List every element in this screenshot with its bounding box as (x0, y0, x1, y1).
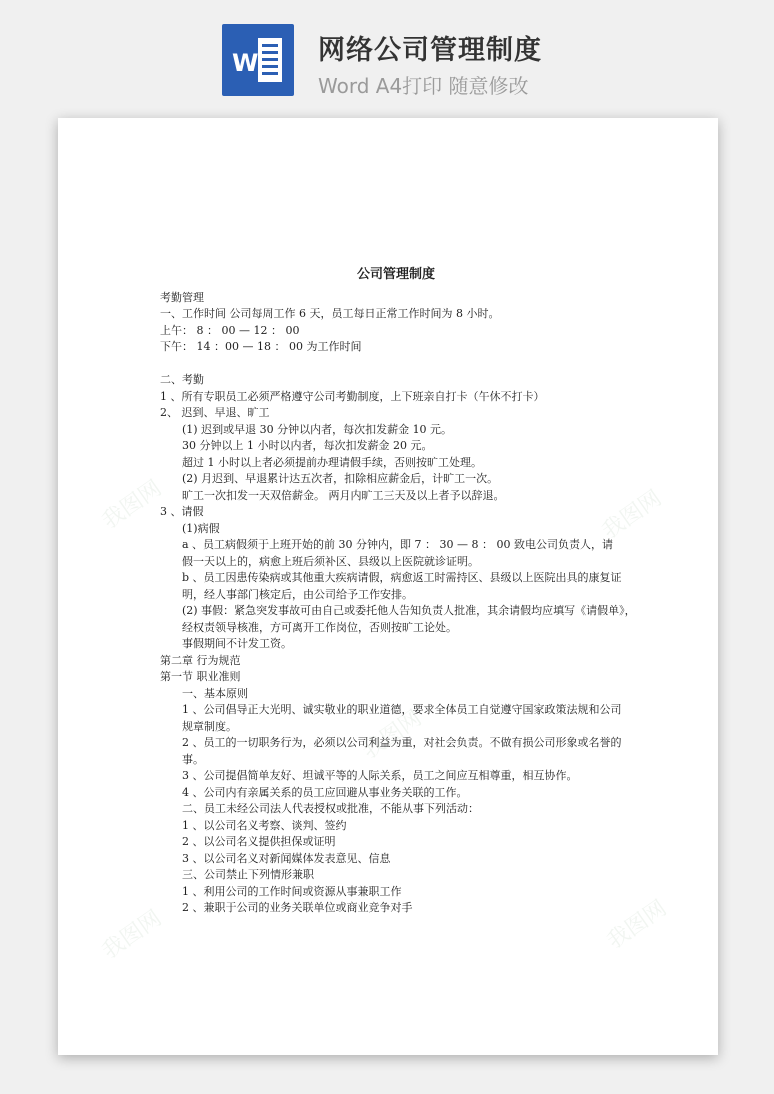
document-line: 3 、以公司名义对新闻媒体发表意见、信息 (182, 851, 391, 865)
document-line: 2 、兼职于公司的业务关联单位或商业竞争对手 (182, 901, 413, 914)
document-line: 规章制度。 (182, 719, 237, 733)
document-line: (2) 月迟到、早退累计达五次者，扣除相应薪金后，计旷工一次。 (182, 472, 499, 485)
document-line: 1 、以公司名义考察、谈判、签约 (182, 818, 347, 832)
document-line: 1 、所有专职员工必须严格遵守公司考勤制度，上下班亲自打卡（午休不打卡） (160, 389, 545, 403)
document-line: 3 、请假 (160, 505, 204, 518)
document-line: 30 分钟以上 1 小时以内者，每次扣发薪金 20 元。 (182, 439, 433, 452)
document-line: 第一节 职业准则 (160, 670, 241, 683)
document-line: (1) 迟到或早退 30 分钟以内者，每次扣发薪金 10 元。 (182, 422, 453, 436)
document-line: 三、公司禁止下列情形兼职 (182, 868, 314, 881)
document-line: 2 、员工的一切职务行为，必须以公司利益为重，对社会负责。不做有损公司形象或名誉的 (182, 736, 622, 749)
document-line: 4 、公司内有亲属关系的员工应回避从事业务关联的工作。 (182, 785, 468, 799)
document-line: 上午： 8 ： 00 — 12 ： 00 (160, 323, 300, 337)
document-line: 1 、公司倡导正大光明、诚实敬业的职业道德，要求全体员工自觉遵守国家政策法规和公司 (182, 703, 622, 716)
watermark: 我图网 (597, 485, 667, 545)
watermark: 我图网 (97, 475, 167, 535)
document-line: 二、考勤 (160, 373, 204, 386)
document-line: 第二章 行为规范 (160, 653, 241, 667)
document-line (160, 356, 622, 373)
document-line: 经权责领导核准，方可离开工作岗位，否则按旷工论处。 (182, 620, 457, 634)
document-line: 事假期间不计发工资。 (182, 637, 292, 650)
document-line: 旷工一次扣发一天双倍薪金。 两月内旷工三天及以上者予以辞退。 (182, 488, 505, 502)
watermark: 我图网 (97, 905, 167, 965)
document-line: 2、 迟到、早退、旷工 (160, 406, 270, 419)
document-line: 事。 (182, 752, 204, 766)
document-line: 3 、公司提倡简单友好、坦诚平等的人际关系，员工之间应互相尊重，相互协作。 (182, 769, 578, 782)
document-line: (1)病假 (182, 521, 220, 535)
word-document-icon (222, 24, 294, 96)
header-subtitle: Word A4打印 随意修改 (318, 74, 529, 98)
header-banner (0, 0, 774, 118)
document-line: 二、员工未经公司法人代表授权或批准，不能从事下列活动： (182, 802, 479, 815)
word-icon-letter: W (232, 49, 259, 77)
document-line: 一、基本原则 (182, 686, 248, 700)
watermark: 我图网 (357, 705, 427, 765)
document-page (58, 118, 718, 1055)
document-line: 考勤管理 (160, 290, 204, 304)
watermark: 我图网 (602, 895, 672, 955)
document-title: 公司管理制度 (356, 267, 435, 282)
document-line: 假一天以上的，病愈上班后须补区、县级以上医院就诊证明。 (182, 554, 479, 568)
document-line: 1 、利用公司的工作时间或资源从事兼职工作 (182, 884, 402, 898)
document-line: 下午： 14 ：00 — 18 ： 00 为工作时间 (160, 340, 362, 353)
document-line: (2) 事假：紧急突发事故可由自己或委托他人告知负责人批准，其余请假均应填写《请假单》， (182, 604, 636, 617)
document-line: b 、员工因患传染病或其他重大疾病请假，病愈返工时需持区、县级以上医院出具的康复证 (182, 571, 622, 584)
document-line: 一、工作时间 公司每周工作 6 天，员工每日正常工作时间为 8 小时。 (160, 307, 500, 320)
document-line: a 、员工病假须于上班开始的前 30 分钟内，即 7 ： 30 — 8 ： 00 致电公司负责人，请 (182, 538, 614, 551)
document-line: 明，经人事部门核定后，由公司给予工作安排。 (182, 587, 413, 601)
header-title: 网络公司管理制度 (318, 35, 542, 66)
document-line: 超过 1 小时以上者必须提前办理请假手续，否则按旷工处理。 (182, 455, 482, 469)
document-line: 2 、以公司名义提供担保或证明 (182, 835, 336, 848)
